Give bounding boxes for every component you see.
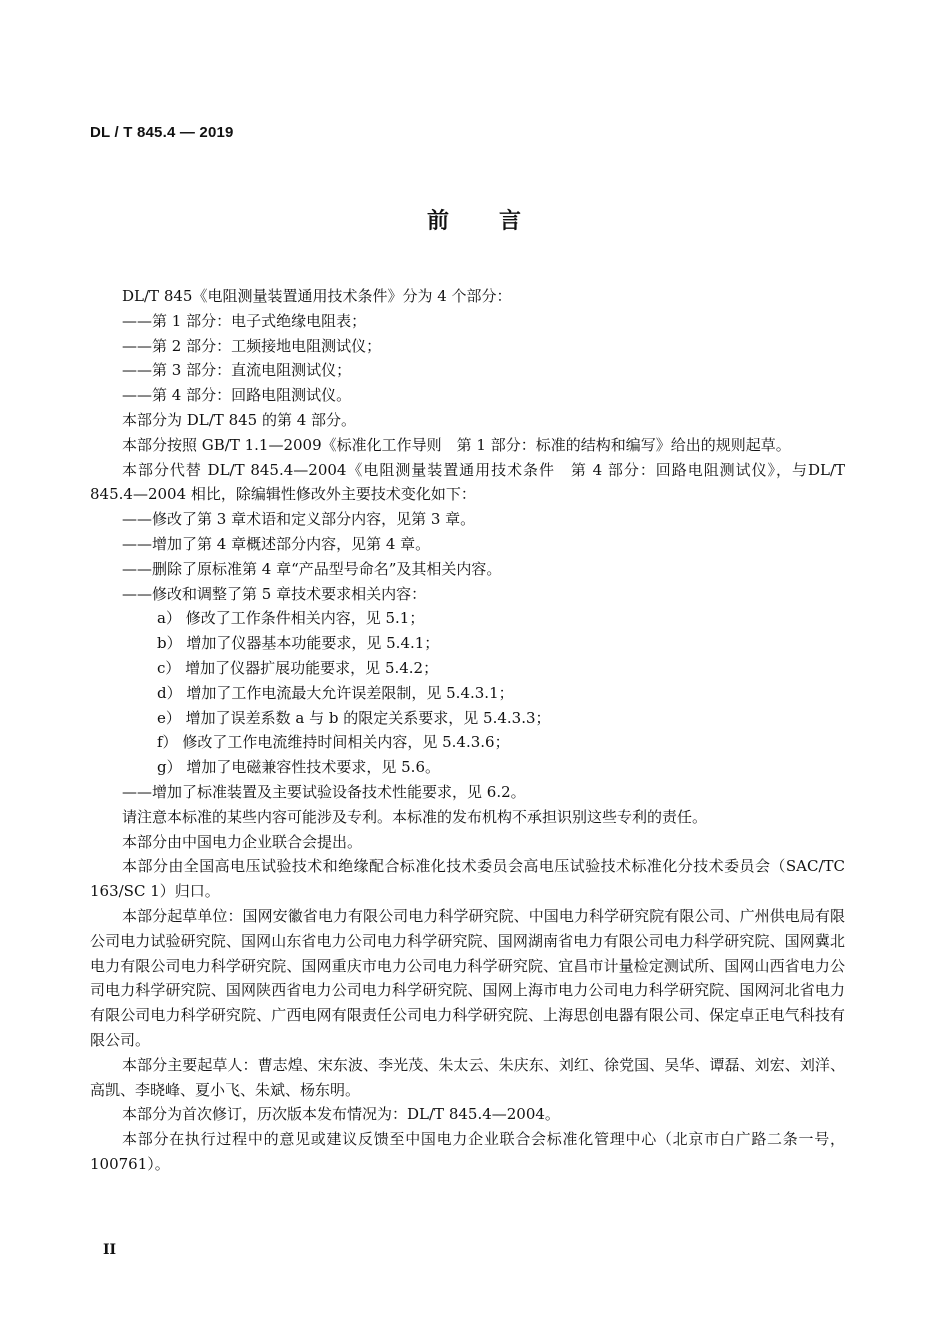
- change-item-5: ——增加了标准装置及主要试验设备技术性能要求，见 6.2。: [122, 782, 526, 801]
- paragraph-drafters: 本部分主要起草人：曹志煌、宋东波、李光茂、朱太云、朱庆东、刘红、徐党国、吴华、谭磊、刘宏、刘洋、高凯、李晓峰、夏小飞、朱斌、杨东明。: [90, 1055, 845, 1099]
- change-item-3: ——删除了原标准第 4 章“产品型号命名”及其相关内容。: [122, 559, 502, 578]
- list-item-part2: ——第 2 部分：工频接地电阻测试仪；: [122, 336, 382, 355]
- sub-item-d: d） 增加了工作电流最大允许误差限制，见 5.4.3.1；: [157, 683, 514, 702]
- list-item-part3: ——第 3 部分：直流电阻测试仪；: [122, 361, 352, 380]
- paragraph-revision-history: 本部分为首次修订，历次版本发布情况为：DL/T 845.4—2004。: [122, 1105, 560, 1124]
- paragraph-intro: DL/T 845《电阻测量装置通用技术条件》分为 4 个部分：: [122, 287, 512, 305]
- change-item-1: ——修改了第 3 章术语和定义部分内容，见第 3 章。: [122, 510, 476, 529]
- list-item-part1: ——第 1 部分：电子式绝缘电阻表；: [122, 311, 367, 330]
- change-item-4: ——修改和调整了第 5 章技术要求相关内容：: [122, 584, 427, 603]
- list-item-part4: ——第 4 部分：回路电阻测试仪。: [122, 386, 352, 405]
- sub-item-e: e） 增加了误差系数 a 与 b 的限定关系要求，见 5.4.3.3；: [157, 708, 551, 727]
- foreword-body: [90, 284, 845, 1177]
- paragraph-patent-notice: 请注意本标准的某些内容可能涉及专利。本标准的发布机构不承担识别这些专利的责任。: [122, 807, 708, 826]
- paragraph-responsible-committee: 本部分由全国高电压试验技术和绝缘配合标准化技术委员会高电压试验技术标准化分技术委员会（SAC/TC 163/SC 1）归口。: [90, 857, 845, 901]
- page-title: 前 言: [426, 209, 523, 234]
- paragraph-part-statement: 本部分为 DL/T 845 的第 4 部分。: [122, 410, 357, 429]
- paragraph-feedback: 本部分在执行过程中的意见或建议反馈至中国电力企业联合会标准化管理中心（北京市白广路二条一号，100761）。: [90, 1130, 845, 1173]
- sub-item-c: c） 增加了仪器扩展功能要求，见 5.4.2；: [157, 658, 439, 677]
- paragraph-drafting-units: 本部分起草单位：国网安徽省电力有限公司电力科学研究院、中国电力科学研究院有限公司、广州供电局有限公司电力试验研究院、国网山东省电力公司电力科学研究院、国网湖南省电力有限公司电力科学研究院、国网冀北电力有限公司电力科学研究院、国网重庆市电力公司电力科学研究院、宜昌市计量检定测试所、国网山西省电力公司电力科学研究院、国网陕西省电力公司电力科学研究院、国网上海市电力公司电力科学研究院、国网河北省电力有限公司电力科学研究院、广西电网有限责任公司电力科学研究院、上海思创电器有限公司、保定卓正电气科技有限公司。: [90, 906, 845, 1049]
- sub-item-g: g） 增加了电磁兼容性技术要求，见 5.6。: [157, 758, 440, 777]
- sub-item-f: f） 修改了工作电流维持时间相关内容，见 5.4.3.6；: [157, 733, 510, 752]
- paragraph-proposer: 本部分由中国电力企业联合会提出。: [122, 832, 363, 851]
- change-item-2: ——增加了第 4 章概述部分内容，见第 4 章。: [122, 534, 431, 553]
- document-code: DL / T 845.4 — 2019: [90, 124, 234, 141]
- sub-item-a: a） 修改了工作条件相关内容，见 5.1；: [157, 609, 425, 628]
- page-number: II: [103, 1242, 117, 1258]
- paragraph-replacement: 本部分代替 DL/T 845.4—2004《电阻测量装置通用技术条件 第 4 部分：回路电阻测试仪》，与DL/T 845.4—2004 相比，除编辑性修改外主要技术变化如下：: [90, 460, 845, 504]
- paragraph-drafting-rules: 本部分按照 GB/T 1.1—2009《标准化工作导则 第 1 部分：标准的结构和编写》给出的规则起草。: [122, 435, 791, 454]
- sub-item-b: b） 增加了仪器基本功能要求，见 5.4.1；: [157, 634, 440, 653]
